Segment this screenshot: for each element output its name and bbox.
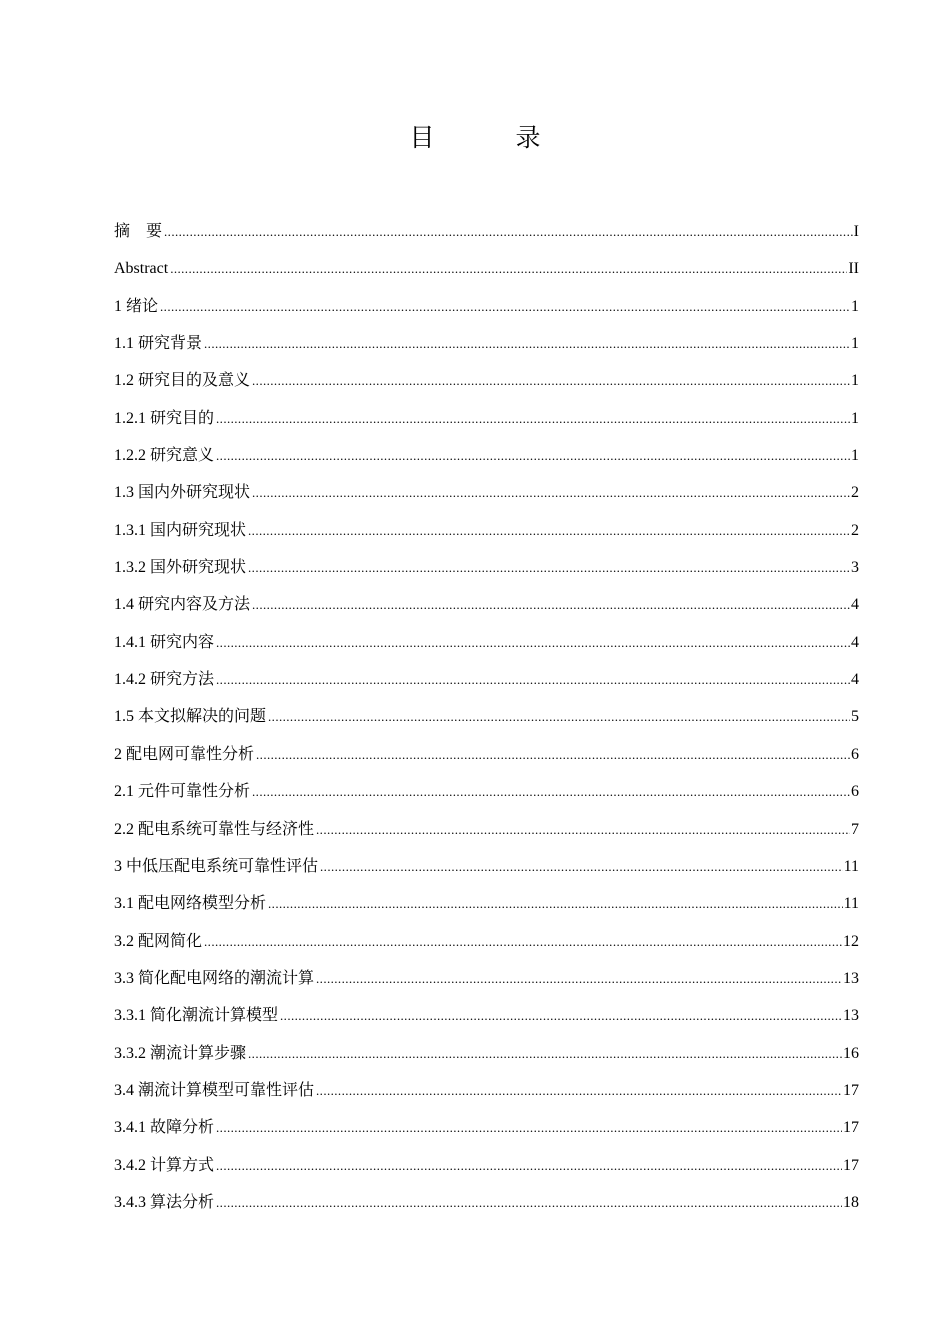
toc-dot-leader: [256, 743, 850, 767]
toc-entry-page-number: 6: [851, 745, 859, 763]
toc-entry[interactable]: [114, 257, 859, 294]
toc-dot-leader: [216, 668, 850, 692]
toc-entry-label: 1.2.1 研究目的: [114, 409, 215, 427]
toc-entry-page-number: 12: [843, 932, 859, 950]
toc-entry-label: Abstract: [114, 260, 169, 278]
toc-entry-label: 1.3.1 国内研究现状: [114, 521, 247, 539]
toc-entry[interactable]: [114, 780, 859, 817]
toc-entry-label: 1.2.2 研究意义: [114, 447, 215, 465]
toc-entry-label: 3 中低压配电系统可靠性评估: [114, 857, 319, 875]
toc-entry-page-number: I: [853, 223, 859, 240]
toc-entry[interactable]: [114, 668, 859, 705]
toc-entry-page-number: 3: [851, 559, 859, 577]
toc-entry-page-number: 16: [843, 1044, 859, 1062]
toc-entry-label: 3.1 配电网络模型分析: [114, 895, 267, 913]
toc-entry-page-number: 17: [843, 1081, 859, 1099]
toc-entry-page-number: 17: [843, 1156, 859, 1174]
toc-entry-label: 2.2 配电系统可靠性与经济性: [114, 820, 315, 838]
toc-entry-label: 3.3 简化配电网络的潮流计算: [114, 969, 315, 987]
page-title: 目 录: [409, 123, 569, 152]
toc-entry[interactable]: [114, 855, 859, 892]
toc-dot-leader: [268, 892, 843, 916]
toc-entry-page-number: 6: [851, 783, 859, 801]
toc-dot-leader: [216, 1116, 842, 1140]
toc-dot-leader: [164, 220, 853, 244]
toc-entry-label: 1.4.1 研究内容: [114, 633, 215, 651]
toc-entry-label: 3.4 潮流计算模型可靠性评估: [114, 1081, 315, 1099]
toc-entry-page-number: 5: [851, 708, 859, 726]
toc-entry-page-number: 18: [843, 1193, 859, 1211]
toc-dot-leader: [204, 930, 842, 954]
toc-entry-label: 1.3 国内外研究现状: [114, 484, 251, 502]
toc-entry[interactable]: [114, 1116, 859, 1153]
toc-dot-leader: [216, 631, 850, 655]
toc-entry-label: 1.4 研究内容及方法: [114, 596, 251, 614]
toc-dot-leader: [160, 295, 850, 319]
toc-entry-label: 3.3.2 潮流计算步骤: [114, 1044, 247, 1062]
toc-entry-label: 3.4.2 计算方式: [114, 1156, 215, 1174]
toc-entry[interactable]: [114, 481, 859, 518]
toc-entry[interactable]: [114, 407, 859, 444]
toc-dot-leader: [252, 481, 850, 505]
toc-dot-leader: [316, 1079, 842, 1103]
toc-dot-leader: [170, 257, 847, 281]
toc-entry[interactable]: [114, 444, 859, 481]
toc-dot-leader: [216, 1154, 842, 1178]
toc-dot-leader: [252, 369, 850, 393]
toc-dot-leader: [280, 1004, 842, 1028]
toc-entry-page-number: 1: [851, 335, 859, 353]
toc-entry[interactable]: [114, 519, 859, 556]
toc-entry[interactable]: [114, 818, 859, 855]
toc-entry-label: 1.3.2 国外研究现状: [114, 559, 247, 577]
toc-entry[interactable]: [114, 1191, 859, 1228]
toc-dot-leader: [316, 967, 842, 991]
toc-entry-page-number: 4: [851, 671, 859, 689]
toc-entry-label: 摘 要: [114, 223, 163, 240]
toc-entry[interactable]: [114, 220, 859, 257]
toc-entry-label: 2 配电网可靠性分析: [114, 745, 255, 763]
toc-entry-label: 1.1 研究背景: [114, 335, 203, 353]
toc-entry-page-number: 11: [843, 895, 859, 913]
toc-entry-page-number: 4: [851, 596, 859, 614]
toc-entry[interactable]: [114, 743, 859, 780]
toc-entry[interactable]: [114, 967, 859, 1004]
toc-entry[interactable]: [114, 930, 859, 967]
toc-entry-page-number: 2: [851, 484, 859, 502]
toc-entry-page-number: 13: [843, 969, 859, 987]
toc-dot-leader: [204, 332, 850, 356]
toc-entry-page-number: 1: [851, 297, 859, 315]
toc-entry-page-number: 1: [851, 372, 859, 390]
toc-entry-label: 2.1 元件可靠性分析: [114, 783, 251, 801]
toc-entry-label: 1 绪论: [114, 297, 159, 315]
toc-dot-leader: [268, 705, 850, 729]
toc-dot-leader: [248, 1042, 842, 1066]
toc-entry[interactable]: [114, 593, 859, 630]
toc-dot-leader: [248, 519, 850, 543]
toc-entry-page-number: 2: [851, 521, 859, 539]
toc-entry[interactable]: [114, 556, 859, 593]
toc-entry[interactable]: [114, 369, 859, 406]
toc-dot-leader: [252, 593, 850, 617]
toc-entry[interactable]: [114, 1042, 859, 1079]
toc-dot-leader: [252, 780, 850, 804]
toc-entry-page-number: 7: [851, 820, 859, 838]
toc-entry[interactable]: [114, 1079, 859, 1116]
toc-entry-page-number: II: [848, 260, 859, 278]
toc-dot-leader: [248, 556, 850, 580]
toc-entry[interactable]: [114, 1154, 859, 1191]
toc-entry-label: 1.4.2 研究方法: [114, 671, 215, 689]
toc-dot-leader: [320, 855, 843, 879]
toc-entry-page-number: 4: [851, 633, 859, 651]
toc-dot-leader: [216, 1191, 842, 1215]
toc-entry-page-number: 13: [843, 1007, 859, 1025]
toc-entry-label: 3.4.1 故障分析: [114, 1119, 215, 1137]
toc-dot-leader: [216, 407, 850, 431]
toc-entry[interactable]: [114, 332, 859, 369]
table-of-contents: [114, 220, 859, 1228]
toc-entry-page-number: 1: [851, 447, 859, 465]
toc-entry[interactable]: [114, 1004, 859, 1041]
toc-entry-label: 3.3.1 简化潮流计算模型: [114, 1007, 279, 1025]
toc-entry-label: 3.4.3 算法分析: [114, 1193, 215, 1211]
toc-entry-label: 1.2 研究目的及意义: [114, 372, 251, 390]
toc-entry[interactable]: [114, 295, 859, 332]
toc-entry[interactable]: [114, 705, 859, 742]
toc-entry-page-number: 17: [843, 1119, 859, 1137]
toc-entry-page-number: 11: [843, 857, 859, 875]
toc-dot-leader: [216, 444, 850, 468]
toc-entry-label: 1.5 本文拟解决的问题: [114, 708, 267, 726]
toc-entry-label: 3.2 配网简化: [114, 932, 203, 950]
toc-dot-leader: [316, 818, 850, 842]
toc-entry[interactable]: [114, 892, 859, 929]
toc-entry-page-number: 1: [851, 409, 859, 427]
toc-entry[interactable]: [114, 631, 859, 668]
